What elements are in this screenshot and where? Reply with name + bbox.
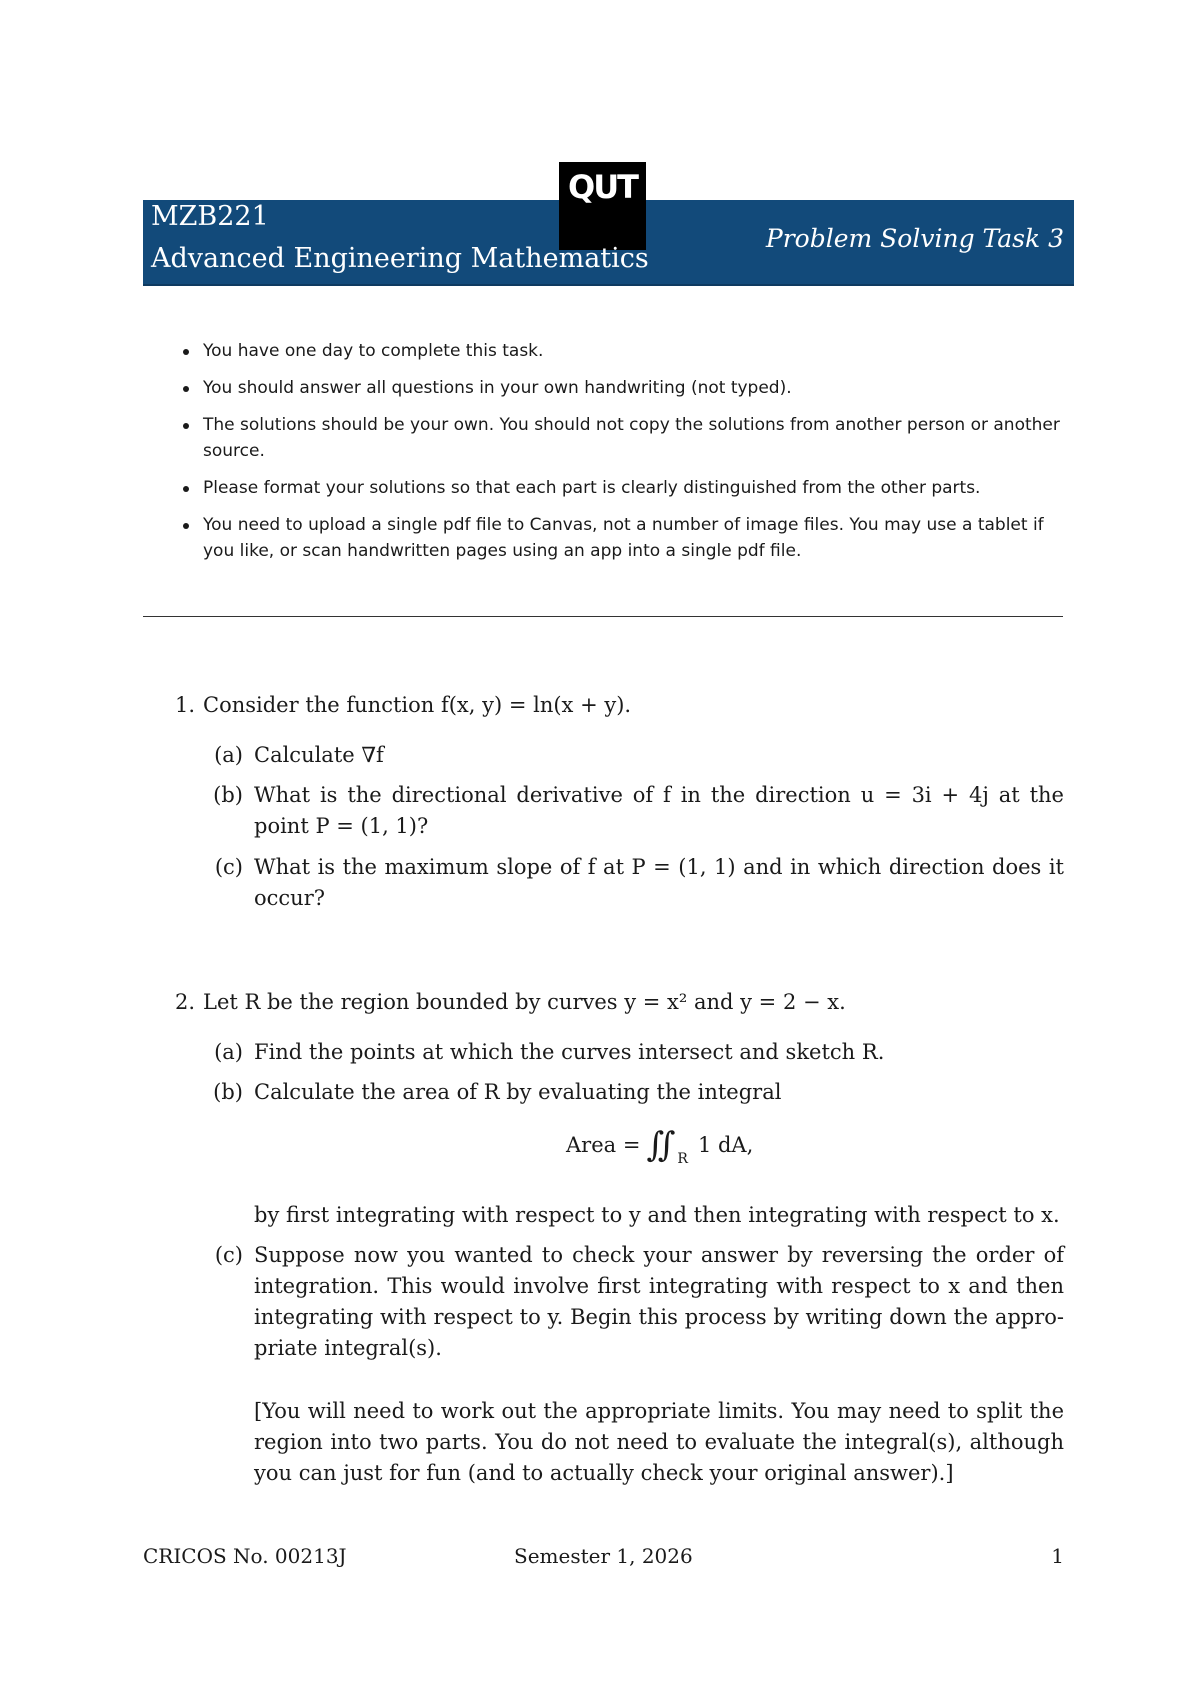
header-divider — [143, 284, 1074, 286]
part-text: Calculate ∇f — [254, 743, 384, 767]
integral-integrand: 1 dA, — [697, 1133, 754, 1157]
qut-logo-text: QUT — [567, 168, 637, 206]
instruction-item: You should answer all questions in your own handwriting (not typed). — [176, 375, 1064, 401]
part-label: (a) — [214, 743, 243, 767]
bullet-icon — [183, 486, 189, 492]
footer-semester: Semester 1, 2026 — [514, 1544, 693, 1568]
instruction-item: Please format your solutions so that each part is clearly distinguished from the other parts. — [176, 475, 1064, 501]
after-integral-text: by first integrating with respect to y and then integrating with respect to x. — [254, 1203, 1060, 1227]
area-integral — [566, 1125, 754, 1167]
double-integral-symbol: ∬ — [646, 1125, 676, 1165]
bullet-icon — [183, 523, 189, 529]
bullet-icon — [183, 423, 189, 429]
part-label: (b) — [213, 783, 243, 807]
part-text: Find the points at which the curves intersect and sketch R. — [254, 1040, 885, 1064]
question-number: 2. — [174, 990, 195, 1014]
instructions-list — [176, 338, 1064, 575]
part-label: (b) — [213, 1080, 243, 1104]
integral-lhs: Area = — [566, 1133, 641, 1157]
footer-cricos: CRICOS No. 00213J — [143, 1544, 347, 1568]
question-note: [You will need to work out the appropriate limits. You may need to split the region into two parts. You do not need to evaluate the integral(s), although you can just for fun (and to actually check your original answer).] — [254, 1399, 1064, 1485]
bullet-icon — [183, 386, 189, 392]
part-text: Suppose now you wanted to check your answer by reversing the order of integration. This would involve first integrating with respect to x and then integrating with respect to y. Begin this process by writing down the appro- priate integral(s). — [254, 1243, 1064, 1360]
part-text: Calculate the area of R by evaluating the integral — [254, 1080, 782, 1104]
part-label: (c) — [214, 855, 243, 879]
question-number: 1. — [174, 693, 195, 717]
course-code: MZB221 — [151, 201, 269, 232]
part-text: What is the maximum slope of f at P = (1, 1) and in which direction does it occur? — [254, 855, 1064, 910]
instruction-item: You have one day to complete this task. — [176, 338, 1064, 364]
instruction-item: You need to upload a single pdf file to Canvas, not a number of image files. You may use a tablet if you like, or scan handwritten pages using an app into a single pdf file. — [176, 512, 1064, 564]
footer-page-number: 1 — [1051, 1544, 1064, 1568]
section-divider — [143, 616, 1063, 617]
bullet-icon — [183, 349, 189, 355]
integral-subscript: R — [677, 1151, 688, 1167]
question-text: Let R be the region bounded by curves y = x² and y = 2 − x. — [203, 990, 846, 1014]
part-text: What is the directional derivative of f in the direction u = 3i + 4j at the point P = (1, 1)? — [254, 783, 1064, 838]
course-name: Advanced Engineering Mathematics — [151, 243, 649, 274]
question-text: Consider the function f(x, y) = ln(x + y). — [203, 693, 632, 717]
part-label: (a) — [214, 1040, 243, 1064]
task-title: Problem Solving Task 3 — [765, 224, 1064, 253]
instruction-item: The solutions should be your own. You should not copy the solutions from another person or another source. — [176, 412, 1064, 464]
part-label: (c) — [214, 1243, 243, 1267]
